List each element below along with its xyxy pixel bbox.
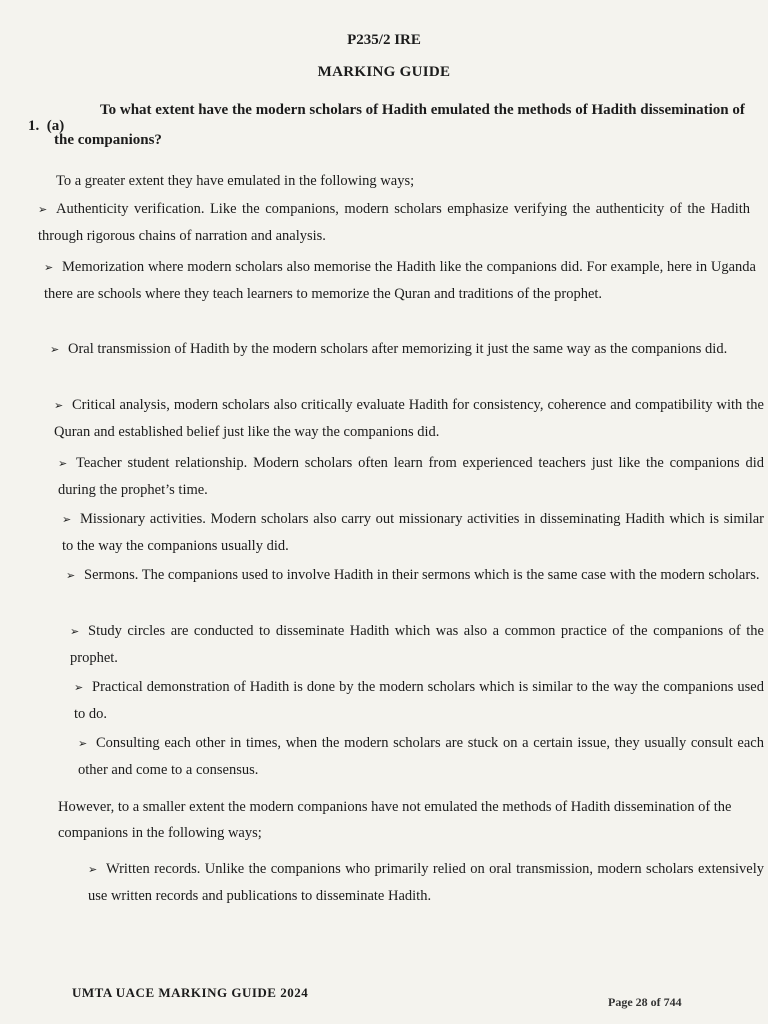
- however-paragraph: However, to a smaller extent the modern companions have not emulated the methods of Hadith dissemination of the companions in the following ways;: [58, 799, 732, 841]
- arrow-bullet-icon: ➢: [38, 203, 48, 216]
- list-item: ➢ Oral transmission of Hadith by the modern scholars after memorizing it just the same way as the companions did.: [50, 336, 762, 363]
- list-item: ➢ Teacher student relationship. Modern scholars often learn from experienced teachers just like the companions did during the prophet’s time.: [58, 450, 764, 503]
- intro-text: To a greater extent they have emulated in the following ways;: [56, 173, 415, 189]
- page-title: MARKING GUIDE: [317, 64, 451, 80]
- arrow-bullet-icon: ➢: [70, 625, 80, 638]
- question-text: To what extent have the modern scholars of Hadith emulated the methods of Hadith dissemination of the companions?: [54, 102, 745, 148]
- arrow-bullet-icon: ➢: [54, 399, 64, 412]
- page-number: Page 28 of 744: [608, 995, 682, 1009]
- list-item: ➢ Missionary activities. Modern scholars also carry out missionary activities in disseminating Hadith which is similar to the way the companions usually did.: [62, 506, 764, 559]
- footer-title: UMTA UACE MARKING GUIDE 2024: [72, 985, 309, 1000]
- list-item: ➢ Written records. Unlike the companions who primarily relied on oral transmission, modern scholars extensively use written records and publications to disseminate Hadith.: [88, 856, 764, 909]
- list-item: ➢ Sermons. The companions used to involve Hadith in their sermons which is the same case with the modern scholars.: [66, 562, 764, 589]
- list-item: ➢ Memorization where modern scholars also memorise the Hadith like the companions did. For example, here in Uganda there are schools where they teach learners to memorize the Quran and traditions of the prophet.: [44, 254, 756, 307]
- list-item: ➢ Practical demonstration of Hadith is done by the modern scholars which is similar to the way the companions used to do.: [74, 674, 764, 727]
- question-number: 1. (a): [28, 118, 65, 134]
- arrow-bullet-icon: ➢: [78, 737, 88, 750]
- list-item: ➢ Authenticity verification. Like the companions, modern scholars emphasize verifying the authenticity of the Hadith through rigorous chains of narration and analysis.: [38, 196, 750, 249]
- arrow-bullet-icon: ➢: [50, 343, 60, 356]
- paper-code: P235/2 IRE: [347, 32, 421, 48]
- list-item: ➢ Consulting each other in times, when the modern scholars are stuck on a certain issue, they usually consult each other and come to a consensus.: [78, 730, 764, 783]
- arrow-bullet-icon: ➢: [66, 569, 76, 582]
- arrow-bullet-icon: ➢: [44, 261, 54, 274]
- arrow-bullet-icon: ➢: [88, 863, 98, 876]
- arrow-bullet-icon: ➢: [62, 513, 72, 526]
- arrow-bullet-icon: ➢: [74, 681, 84, 694]
- list-item: ➢ Study circles are conducted to disseminate Hadith which was also a common practice of the companions of the prophet.: [70, 618, 764, 671]
- list-item: ➢ Critical analysis, modern scholars also critically evaluate Hadith for consistency, coherence and compatibility with the Quran and established belief just like the way the companions did.: [54, 392, 764, 445]
- arrow-bullet-icon: ➢: [58, 457, 68, 470]
